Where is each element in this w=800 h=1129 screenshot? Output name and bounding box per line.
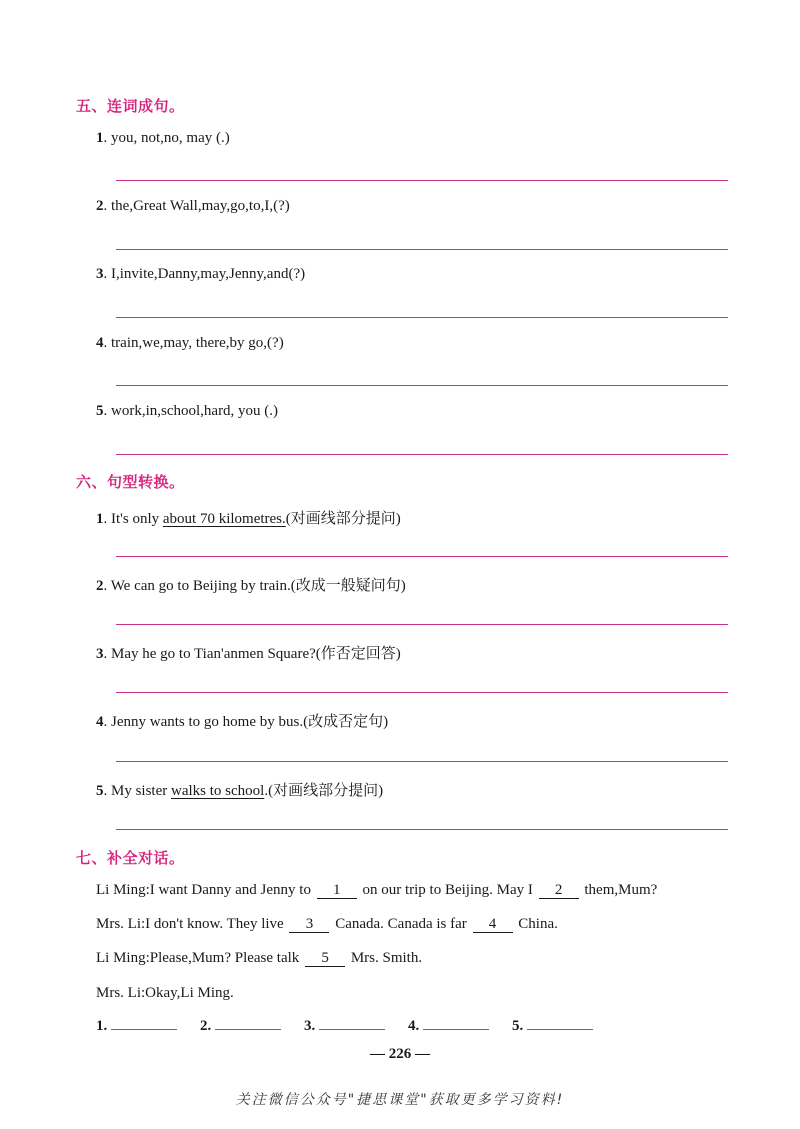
question-number: 1: [96, 511, 104, 527]
blank-3[interactable]: 3: [289, 917, 329, 933]
question-text: . the,Great Wall,may,go,to,I,(?): [103, 198, 290, 214]
section-7-title: 七、补全对话。: [76, 849, 185, 867]
dialogue-text: China.: [518, 916, 558, 932]
s6-answer-line-1[interactable]: [116, 556, 728, 557]
question-text: . It's only: [103, 511, 163, 527]
s5-answer-line-3[interactable]: [116, 317, 728, 318]
blank-5[interactable]: 5: [305, 951, 345, 967]
s6-answer-line-5[interactable]: [116, 829, 728, 830]
s5-answer-line-1[interactable]: [116, 180, 728, 181]
s5-answer-line-2[interactable]: [116, 249, 728, 250]
answer-number: 2.: [200, 1018, 212, 1034]
question-text: . work,in,school,hard, you (.): [103, 403, 279, 419]
question-text: . Jenny wants to go home by bus.(改成否定句): [103, 714, 389, 730]
answer-number: 3.: [304, 1018, 316, 1034]
answer-blank-2[interactable]: [215, 1017, 281, 1030]
answer-1: [96, 1017, 177, 1035]
dialogue-line-2: [96, 916, 558, 933]
s6-question-5: [96, 779, 383, 800]
dialogue-line-3: [96, 950, 422, 967]
s6-answer-line-2[interactable]: [116, 624, 728, 625]
answer-5: [512, 1017, 593, 1035]
section-5-title: 五、连词成句。: [76, 97, 185, 115]
s5-question-5: [96, 403, 278, 420]
answer-4: [408, 1017, 489, 1035]
s6-question-3: [96, 642, 401, 663]
question-text: . My sister: [103, 783, 171, 799]
answer-blank-1[interactable]: [111, 1017, 177, 1030]
question-number: 4: [96, 335, 104, 351]
question-number: 5: [96, 403, 104, 419]
underlined-part: walks to school: [171, 783, 265, 799]
question-number: 2: [96, 578, 104, 594]
s6-answer-line-3[interactable]: [116, 692, 728, 693]
blank-4[interactable]: 4: [473, 917, 513, 933]
answer-2: [200, 1017, 281, 1035]
question-number: 4: [96, 714, 104, 730]
s6-question-4: [96, 710, 388, 731]
dialogue-text: Canada. Canada is far: [335, 916, 467, 932]
dialogue-text: them,Mum?: [584, 882, 658, 898]
s5-answer-line-4[interactable]: [116, 385, 728, 386]
answer-number: 1.: [96, 1018, 108, 1034]
answer-blank-5[interactable]: [527, 1017, 593, 1030]
dialogue-text: Li Ming:Please,Mum? Please talk: [96, 950, 300, 966]
dialogue-line-1: [96, 882, 657, 899]
s5-answer-line-5[interactable]: [116, 454, 728, 455]
answer-3: [304, 1017, 385, 1035]
footer-note: 关注微信公众号"捷思课堂"获取更多学习资料!: [235, 1092, 565, 1108]
dialogue-text: on our trip to Beijing. May I: [362, 882, 533, 898]
dialogue-line-4: [96, 985, 234, 1002]
question-number: 2: [96, 198, 104, 214]
question-number: 5: [96, 783, 104, 799]
s6-question-2: [96, 574, 406, 595]
s5-question-4: [96, 335, 284, 352]
blank-1[interactable]: 1: [317, 883, 357, 899]
question-number: 1: [96, 130, 104, 146]
question-number: 3: [96, 646, 104, 662]
underlined-part: about 70 kilometres.: [162, 511, 286, 527]
question-text: . May he go to Tian'anmen Square?(作否定回答): [103, 646, 401, 662]
dialogue-text: Mrs. Smith.: [350, 950, 423, 966]
question-instruction: (对画线部分提问): [285, 511, 401, 527]
answer-number: 5.: [512, 1018, 524, 1034]
blank-2[interactable]: 2: [539, 883, 579, 899]
s6-question-1: [96, 507, 401, 528]
dialogue-text: Mrs. Li:I don't know. They live: [96, 916, 284, 932]
question-instruction: .(对画线部分提问): [264, 783, 384, 799]
dialogue-text: Mrs. Li:Okay,Li Ming.: [96, 985, 234, 1001]
answer-blank-3[interactable]: [319, 1017, 385, 1030]
s5-question-1: [96, 130, 230, 147]
s5-question-2: [96, 198, 290, 215]
question-number: 3: [96, 266, 104, 282]
s6-answer-line-4[interactable]: [116, 761, 728, 762]
question-text: . I,invite,Danny,may,Jenny,and(?): [103, 266, 306, 282]
answer-number: 4.: [408, 1018, 420, 1034]
page-number: — 226 —: [370, 1046, 430, 1062]
question-text: . We can go to Beijing by train.(改成一般疑问句): [103, 578, 406, 594]
question-text: . train,we,may, there,by go,(?): [103, 335, 284, 351]
s5-question-3: [96, 266, 305, 283]
question-text: . you, not,no, may (.): [103, 130, 230, 146]
section-6-title: 六、句型转换。: [76, 473, 185, 491]
dialogue-text: Li Ming:I want Danny and Jenny to: [96, 882, 311, 898]
answer-blank-4[interactable]: [423, 1017, 489, 1030]
